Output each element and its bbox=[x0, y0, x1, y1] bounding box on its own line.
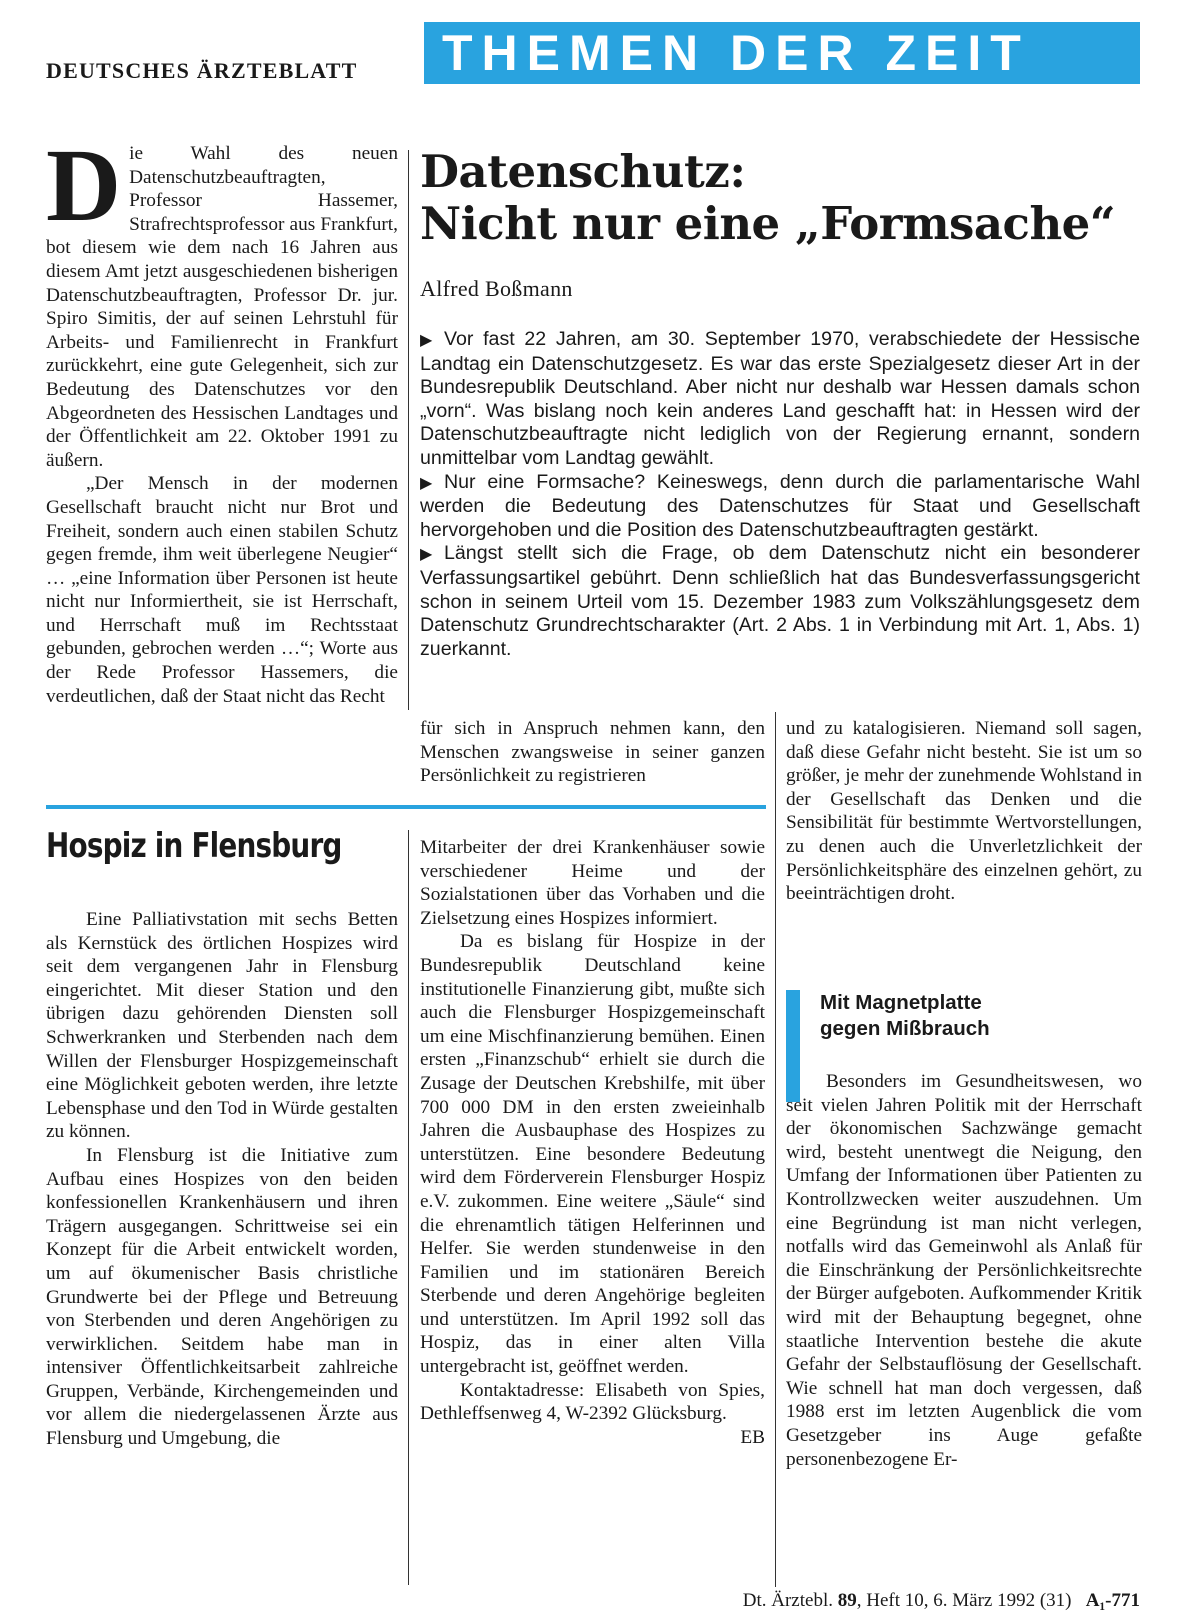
intro-paragraph: Vor fast 22 Jahren, am 30. September 1970, verabschiedete der Hessische Landtag ein Datenschutzgesetz. Es war das erste Spezialgesetz dieser Art in der Bundesrepublik Deutschland. Aber nicht nur deshalb war Hessen damals schon „vorn“. Was bislang noch kein anderes Land geschafft hat: in Hessen wird der Datenschutzbeauftragte nicht lediglich von der Regierung ernannt, sondern unmittelbar vom Landtag gewählt. bbox=[420, 328, 1140, 469]
article-paragraph: „Der Mensch in der modernen Gesellschaft braucht nicht nur Brot und Freiheit, sondern auch einen stabilen Schutz gegen fremde, ihm weit überlegene Neugier“ … „eine Information über Personen ist heute nicht nur Informiertheit, sie ist Herrschaft, und Herrschaft muß im Rechtsstaat gebunden, gebrochen werden …“; Worte aus der Rede Professor Hassemers, die verdeutlichen, daß der Staat nicht das Recht bbox=[46, 473, 398, 707]
article-paragraph: ie Wahl des neuen Datenschutzbeauftragten, Professor Hassemer, Strafrechtsprofessor aus Frankfurt, bot diesem wie dem nach 16 Jahren aus diesem Amt jetzt ausgeschiedenen bisherigen Datenschutzbeauftragten, Professor Dr. jur. Spiro Simitis, der auf seinen Lehrstuhl für Arbeits- und Familienrecht in Frankfurt zurückkehrt, eine gute Gelegenheit, sich zur Bedeutung des Datenschutzes vor den Abgeordneten des Hessischen Landtages und der Öffentlichkeit am 22. Oktober 1991 zu äußern. bbox=[46, 143, 398, 471]
page-footer bbox=[0, 1590, 1140, 1612]
bullet-triangle-icon: ▶ bbox=[420, 332, 433, 349]
sidebar-body bbox=[786, 1070, 1142, 1471]
section-divider bbox=[46, 805, 766, 809]
article-paragraph: und zu katalogisieren. Niemand soll sagen, daß diese Gefahr nicht besteht. Sie ist um so größer, je mehr der zunehmende Wohlstand in der Gesellschaft das Denken und die Sensibilität für bestimmte Wertvorstellungen, zu denen auch die Unverletzlichkeit der Persönlichkeitsphäre des einzelnen gehört, zu beeinträchtigen droht. bbox=[786, 718, 1142, 905]
sidebar-title-line: Mit Magnetplatte bbox=[820, 991, 982, 1014]
column-divider bbox=[775, 712, 776, 1587]
intro-paragraph: Längst stellt sich die Frage, ob dem Datenschutz nicht ein besonderer Verfassungsartikel gebührt. Denn schließlich hat das Bundesverfassungsgericht schon in seinem Urteil vom 15. Dezember 1983 zum Volkszählungsgesetz dem Datenschutz Grundrechtscharakter (Art. 2 Abs. 1 in Verbindung mit Art. 1, Abs. 1) zuerkannt. bbox=[420, 542, 1140, 660]
section-banner: THEMEN DER ZEIT bbox=[424, 22, 1140, 84]
article-paragraph: für sich in Anspruch nehmen kann, den Menschen zwangsweise in seiner ganzen Persönlichkeit zu registrieren bbox=[420, 718, 765, 787]
contact-address: Kontaktadresse: Elisabeth von Spies, Dethleffsenweg 4, W-2392 Glücksburg. bbox=[420, 1379, 765, 1425]
bullet-triangle-icon: ▶ bbox=[420, 474, 433, 492]
drop-cap: D bbox=[46, 142, 122, 243]
hospiz-paragraph: Da es bislang für Hospize in der Bundesrepublik Deutschland keine institutionelle Finanzierung gibt, mußte sich auch die Flensburger Hospizgemeinschaft um eine Mischfinanzierung bemühen. Einen ersten „Finanzschub“ erhielt sie durch die Zusage der Deutschen Krebshilfe, mit über 700 000 DM in den ersten zweieinhalb Jahren die Ausbauphase des Hospizes zu unterstützen. Eine besondere Bedeutung wird dem Förderverein Flensburger Hospiz e.V. zukommen. Eine weitere „Säule“ sind die ehrenamtlich tätigen Helferinnen und Helfer. Sie werden stundenweise in den Familien und im stationären Bereich Sterbende und deren Angehörige begleiten und unterstützen. Im April 1992 soll das Hospiz, das in einer alten Villa untergebracht ist, geöffnet werden. bbox=[420, 931, 765, 1378]
hospiz-paragraph: Mitarbeiter der drei Krankenhäuser sowie verschiedener Heime und der Sozialstationen über das Vorhaben und die Zielsetzung eines Hospizes informiert. bbox=[420, 837, 765, 929]
column-divider bbox=[408, 830, 409, 1585]
sidebar-title bbox=[820, 990, 1140, 1042]
hospiz-paragraph: Eine Palliativstation mit sechs Betten als Kernstück des örtlichen Hospizes wird seit dem vergangenen Jahr in Flensburg eingerichtet. Mit dieser Station und den übrigen dazu gehörenden Diensten soll Schwerkranken und Sterbenden nach dem Willen der Flensburger Hospizgemeinschaft eine Möglichkeit geboten werden, ihre letzte Lebensphase und den Tod in Würde gestalten zu können. bbox=[46, 909, 398, 1143]
article-mid-column bbox=[420, 717, 765, 788]
page-number: A₁-771 bbox=[1085, 1590, 1140, 1611]
hospiz-left-column bbox=[46, 908, 398, 1451]
article-author: Alfred Boßmann bbox=[420, 276, 573, 301]
citation-prefix: Dt. Ärztebl. bbox=[742, 1590, 833, 1611]
hospiz-title: Hospiz in Flensburg bbox=[46, 826, 342, 866]
citation-volume: 89 bbox=[837, 1590, 857, 1611]
sidebar-title-line: gegen Mißbrauch bbox=[820, 1017, 990, 1040]
sidebar-paragraph: Besonders im Gesundheitswesen, wo seit vielen Jahren Politik mit der Herrschaft der ökonomischen Sachzwänge gemacht wird, besteht unentwegt die Neigung, den Umfang der Informationen über Patienten zu Kontrollzwecken weiter auszudehnen. Um eine Begründung ist man nicht verlegen, notfalls wird das Gemeinwohl als Anlaß für die Einschränkung der Persönlichkeitsrechte der Bürger aufgeboten. Aufkommender Kritik wird mit der Behauptung begegnet, ohne staatliche Intervention bestehe die akute Gefahr der Selbstauflösung der Gesellschaft. Wie schnell hat man doch vergessen, daß 1988 erst im letzten Augenblick die vom Gesetzgeber ins Auge gefaßte personenbezogene Er- bbox=[786, 1071, 1142, 1470]
article-left-column bbox=[46, 142, 398, 802]
column-divider bbox=[408, 150, 409, 710]
publication-name: DEUTSCHES ÄRZTEBLATT bbox=[46, 58, 358, 83]
hospiz-paragraph: In Flensburg ist die Initiative zum Aufbau eines Hospizes von den beiden konfessionellen Krankenhäusern und ihren Trägern ausgegangen. Schrittweise sei ein Konzept für die Arbeit entwickelt worden, um auf ökumenischer Basis christliche Grundwerte bei der Pflege und Betreuung von Sterbenden und deren Angehörigen zu verwirklichen. Seitdem habe man in intensiver Öffentlichkeitsarbeit zahlreiche Gruppen, Verbände, Kirchengemeinden und vor allem die niedergelassenen Ärzte aus Flensburg und Umgebung, die bbox=[46, 1144, 398, 1450]
citation-rest: , Heft 10, 6. März 1992 (31) bbox=[856, 1590, 1072, 1611]
article-title-line: Datenschutz: bbox=[420, 145, 746, 198]
article-title bbox=[420, 146, 1150, 250]
intro-paragraph: Nur eine Formsache? Keineswegs, denn durch die parlamentarische Wahl werden die Bedeutung des Datenschutzes für Staat und Gesellschaft hervorgehoben und die Position des Datenschutzbeauftragten gestärkt. bbox=[420, 470, 1140, 541]
hospiz-mid-column bbox=[420, 836, 765, 1449]
bullet-triangle-icon: ▶ bbox=[420, 546, 433, 564]
hospiz-paragraph bbox=[420, 1379, 765, 1448]
author-signature: EB bbox=[740, 1426, 765, 1448]
article-right-column bbox=[786, 717, 1142, 906]
article-intro bbox=[420, 328, 1140, 661]
article-title-line: Nicht nur eine „Formsache“ bbox=[420, 197, 1116, 250]
